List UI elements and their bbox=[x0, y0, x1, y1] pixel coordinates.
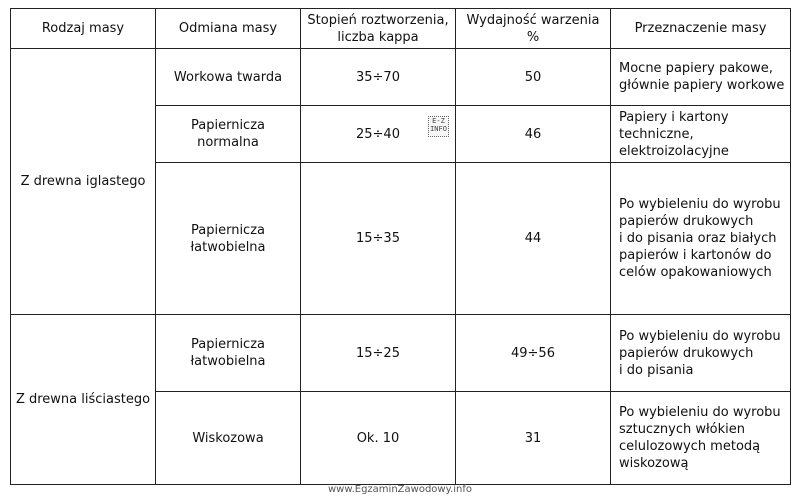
przeznaczenie-line: papierów drukowych bbox=[619, 214, 754, 229]
group-rodzaj-iglaste: Z drewna iglastego bbox=[11, 49, 156, 315]
header-rodzaj: Rodzaj masy bbox=[11, 9, 156, 49]
header-kappa-line-1: Stopień roztworzenia, bbox=[307, 12, 449, 28]
przeznaczenie-line: celulozowych metodą bbox=[619, 439, 761, 454]
odmiana-line: Papiernicza bbox=[191, 337, 265, 352]
przeznaczenie-line: Po wybieleniu do wyrobu bbox=[619, 197, 781, 212]
header-przeznaczenie: Przeznaczenie masy bbox=[611, 9, 791, 49]
wydajnosc-cell: 49÷56 bbox=[456, 315, 611, 392]
odmiana-line: łatwobielna bbox=[190, 354, 266, 369]
przeznaczenie-line: Po wybieleniu do wyrobu bbox=[619, 405, 781, 420]
odmiana-cell bbox=[156, 106, 301, 163]
przeznaczenie-cell bbox=[611, 106, 791, 163]
odmiana-line: Workowa twarda bbox=[173, 69, 283, 85]
odmiana-line: Papiernicza bbox=[191, 222, 265, 238]
odmiana-cell bbox=[156, 315, 301, 392]
stamp-line: E-Z bbox=[432, 117, 445, 125]
przeznaczenie-line: i do pisania bbox=[619, 362, 694, 378]
przeznaczenie-line: techniczne, bbox=[619, 126, 694, 142]
table-row bbox=[11, 315, 791, 392]
przeznaczenie-line: Po wybieleniu do wyrobu bbox=[619, 328, 781, 344]
stamp-line: INFO bbox=[430, 125, 447, 133]
przeznaczenie-line: i do pisania oraz białych bbox=[619, 231, 777, 246]
site-watermark: www.EgzaminZawodowy.info bbox=[327, 484, 473, 495]
group-rodzaj-lisciaste: Z drewna liściastego bbox=[11, 315, 156, 485]
kappa-cell: 15÷25 bbox=[301, 315, 456, 392]
wydajnosc-cell: 31 bbox=[456, 392, 611, 485]
info-stamp-icon bbox=[428, 116, 449, 137]
przeznaczenie-line: Papiery i kartony bbox=[619, 109, 729, 125]
przeznaczenie-line: wiskozową bbox=[619, 456, 689, 471]
header-row bbox=[11, 9, 791, 49]
przeznaczenie-cell bbox=[611, 163, 791, 315]
przeznaczenie-line: papierów drukowych bbox=[619, 345, 754, 361]
header-wydajnosc bbox=[456, 9, 611, 49]
kappa-cell: Ok. 10 bbox=[301, 392, 456, 485]
header-wydajnosc-line-2: % bbox=[526, 29, 540, 45]
przeznaczenie-line: papierów i kartonów do bbox=[619, 248, 772, 263]
kappa-cell: 15÷35 bbox=[301, 163, 456, 315]
przeznaczenie-cell bbox=[611, 49, 791, 106]
przeznaczenie-line: Mocne papiery pakowe, bbox=[619, 61, 773, 76]
przeznaczenie-line: głównie papiery workowe bbox=[619, 78, 785, 93]
wydajnosc-cell: 46 bbox=[456, 106, 611, 163]
pulp-types-table bbox=[10, 8, 791, 485]
kappa-cell: 25÷40 bbox=[301, 106, 456, 163]
przeznaczenie-line: sztucznych włókien bbox=[619, 422, 746, 437]
odmiana-cell bbox=[156, 49, 301, 106]
header-wydajnosc-line-1: Wydajność warzenia bbox=[466, 12, 600, 28]
odmiana-line: łatwobielna bbox=[190, 239, 266, 255]
header-kappa-line-2: liczba kappa bbox=[337, 29, 419, 45]
przeznaczenie-cell bbox=[611, 315, 791, 392]
odmiana-line: normalna bbox=[197, 135, 259, 150]
wydajnosc-cell: 44 bbox=[456, 163, 611, 315]
odmiana-cell bbox=[156, 163, 301, 315]
przeznaczenie-cell bbox=[611, 392, 791, 485]
kappa-cell: 35÷70 bbox=[301, 49, 456, 106]
table-row bbox=[11, 49, 791, 106]
odmiana-cell bbox=[156, 392, 301, 485]
wydajnosc-cell: 50 bbox=[456, 49, 611, 106]
odmiana-line: Wiskozowa bbox=[192, 430, 264, 446]
odmiana-line: Papiernicza bbox=[191, 118, 265, 133]
przeznaczenie-line: elektroizolacyjne bbox=[619, 143, 729, 159]
header-kappa bbox=[301, 9, 456, 49]
przeznaczenie-line: celów opakowaniowych bbox=[619, 265, 772, 280]
header-odmiana: Odmiana masy bbox=[156, 9, 301, 49]
